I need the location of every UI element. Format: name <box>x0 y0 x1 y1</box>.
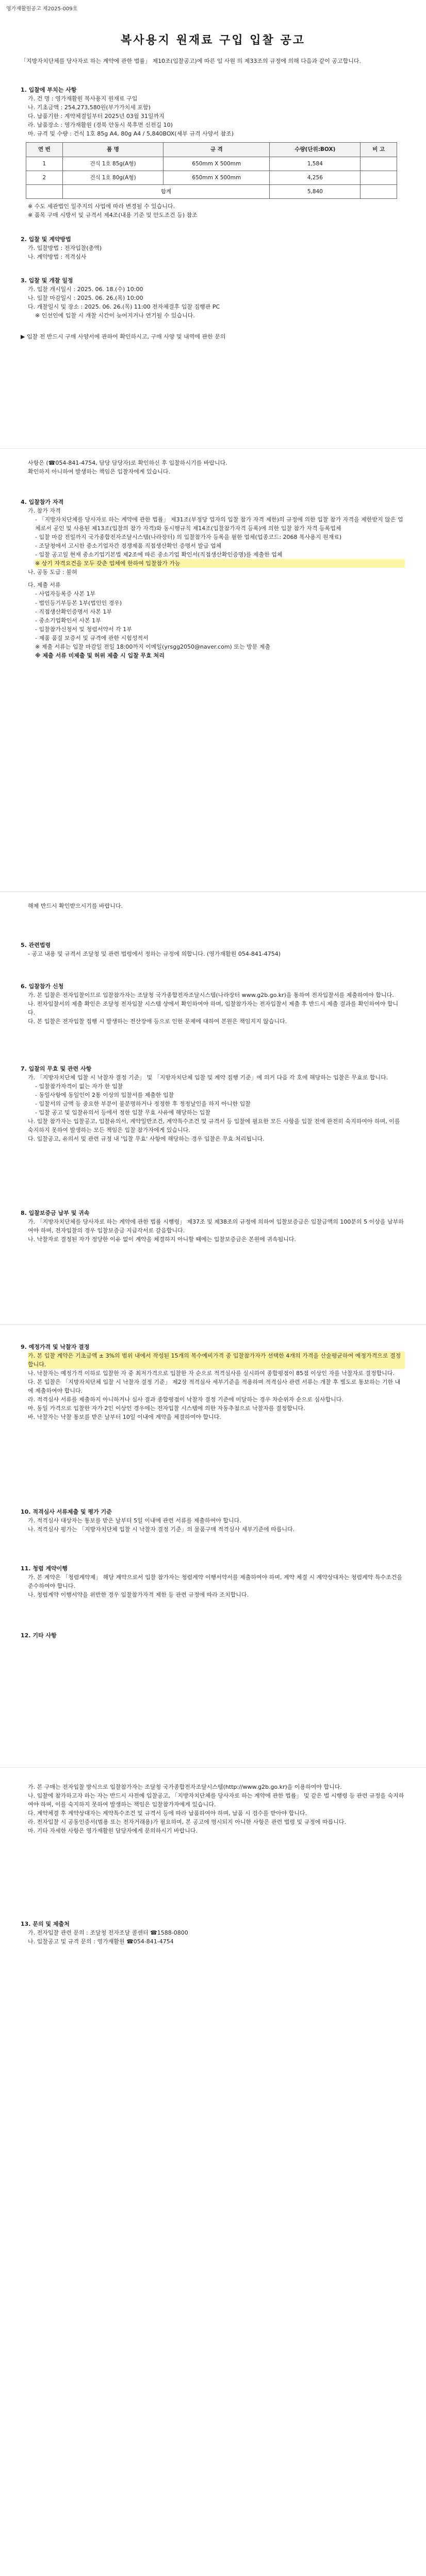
section-line: 가. 적격심사 대상자는 통보를 받은 날부터 5일 이내에 관련 서류를 제출하여야 합니다. <box>28 1517 241 1524</box>
section-line: - 입찰 마감 전일까지 국가종합전자조달시스템(나라장터) 의 입찰참가자 등록을 필한 업체(업종코드: 2068 복사용지 원재료) <box>35 534 342 541</box>
table-header: 품 명 <box>62 143 163 157</box>
section-12 <box>21 1628 405 1640</box>
section-5 <box>21 938 405 958</box>
section-13 <box>21 1917 405 1946</box>
table-cell <box>361 185 397 199</box>
section-line: 라. 적격심사 서류를 제출하지 아니하거나 심사 결과 종합평점이 낙찰자 결정 기준에 미달하는 경우 차순위자 순으로 심사합니다. <box>28 1396 343 1403</box>
section-note: ※ 인선인에 입찰 시 개찰 시간이 늦어지거나 연기될 수 있습니다. <box>35 312 195 319</box>
table-row <box>26 157 397 171</box>
section-heading: 2. 입찰 및 계약방법 <box>21 236 71 243</box>
section-line: 다. 입찰공고, 유의서 및 관련 규정 내 '입찰 무효' 사항에 해당하는 경우 입찰은 무효 처리됩니다. <box>28 1136 265 1143</box>
section-line: 마. 규격 및 수량 : 건식 1호 85g A4, 80g A4 / 5,840BOX(세부 규격 사양서 참조) <box>28 130 234 138</box>
section-line: 가. 본 입찰은 전자입찰이므로 입찰참가자는 조달청 국가종합전자조달시스템(나라장터 www.g2b.go.kr)을 통하여 전자입찰서를 제출하여야 합니다. <box>28 992 394 999</box>
section-line: 나. 기초금액 : 254,273,580원(부가가치세 포함) <box>28 104 151 111</box>
section-heading: 5. 관련법령 <box>21 942 51 948</box>
section-heading: 12. 기타 사항 <box>21 1632 57 1639</box>
section-heading: 6. 입찰참가 신청 <box>21 983 64 990</box>
table-cell: 2 <box>26 171 63 184</box>
section-line: 나. 공동 도급 : 불허 <box>28 569 77 576</box>
section-heading: 7. 입찰의 무효 및 관련 사항 <box>21 1065 92 1072</box>
section-line: 나. 적격심사 평가는 「지방자치단체 입찰 시 낙찰자 결정 기준」의 물품구매 적격심사 세부기준에 따릅니다. <box>28 1526 295 1533</box>
section-9 <box>21 1340 405 1421</box>
section-4-continued <box>21 902 405 910</box>
section-line: 해제 반드시 확인받으시기를 바랍니다. <box>28 903 123 909</box>
spec-table <box>26 142 397 199</box>
section-line: 나. 낙찰자로 결정된 자가 정당한 이유 없이 계약을 체결하지 아니할 때에는 입찰보증금은 본원에 귀속됩니다. <box>28 1236 296 1243</box>
section-line: - 입찰 공고 및 입찰유의서 등에서 정한 입찰 무효 사유에 해당하는 입찰 <box>35 1109 210 1116</box>
section-line: 라. 납품장소 : 영가재활원 (경북 안동시 북후면 신전길 10) <box>28 122 173 129</box>
section-6 <box>21 979 405 1026</box>
section-4 <box>21 495 405 660</box>
section-line: - 법인등기부등본 1부(법인인 경우) <box>35 599 122 606</box>
section-heading: 3. 입찰 및 개찰 일정 <box>21 277 73 284</box>
section-note: ※ 수도 세관법인 일주지의 사업에 따라 변경될 수 있습니다. <box>28 203 175 210</box>
section-line: 라. 전자입찰 시 공동인증서(범용 또는 전자거래용)가 필요하며, 본 공고에 명시되지 아니한 사항은 관련 법령 및 규정에 따릅니다. <box>28 1819 346 1826</box>
section-line: 가. 입찰 개시일시 : 2025. 06. 18.(수) 10:00 <box>28 286 143 293</box>
section-1 <box>21 82 405 219</box>
table-cell: 1 <box>26 157 63 171</box>
sub-heading: 다. 제출 서류 <box>28 582 61 589</box>
section-note: ※ 제출 서류 미제출 및 허위 제출 시 입찰 무효 처리 <box>35 652 165 659</box>
page-divider <box>0 1767 426 1768</box>
section-line: 나. 입찰 마감일시 : 2025. 06. 26.(목) 10:00 <box>28 295 143 302</box>
section-line: 확인하지 아니하여 발생하는 책임은 입찰자에게 있습니다. <box>28 468 171 476</box>
section-heading: 10. 적격심사 서류제출 및 평가 기준 <box>21 1509 112 1515</box>
section-line: 가. 「지방자치단체 입찰 시 낙찰자 결정 기준」 및 「지방자치단체 입찰 및 계약 집행 기준」에 의거 다음 각 호에 해당하는 입찰은 무효로 합니다. <box>28 1074 388 1081</box>
section-line: 바. 낙찰자는 낙찰 통보를 받은 날부터 10일 이내에 계약을 체결하여야 합니다. <box>28 1414 221 1421</box>
section-line: 가. 본 계약은 「청렴계약제」 해당 계약으로서 입찰 참가자는 청렴계약 이행서약서를 제출하여야 하며, 계약 체결 시 계약상대자는 청렴계약 특수조건을 준수하여야 합니다. <box>28 1574 402 1590</box>
section-line: - 동일사항에 동일인이 2통 이상의 입찰서를 제출한 입찰 <box>35 1092 174 1099</box>
section-line: - 사업자등록증 사본 1부 <box>35 590 96 598</box>
section-10 <box>21 1504 405 1534</box>
section-line: 나. 입찰에 참가하고자 하는 자는 반드시 사전에 입찰공고, 「지방자치단체를 당사자로 하는 계약에 관한 법률」 및 같은 법 시행령 등 관련 규정을 숙지하여야 하며, 이를 숙지하지 못하여 발생하는 책임은 입찰참가자에게 있습니다. <box>28 1792 404 1808</box>
section-heading: 8. 입찰보증금 납부 및 귀속 <box>21 1210 90 1216</box>
page-divider <box>0 891 426 892</box>
table-cell <box>361 171 397 184</box>
section-heading: 11. 청렴 계약이행 <box>21 1565 68 1572</box>
table-header: 연 번 <box>26 143 63 157</box>
table-header-row <box>26 143 397 157</box>
section-line: 가. 입찰방법 : 전자입찰(총액) <box>28 245 102 252</box>
section-heading: 4. 입찰참가 자격 <box>21 499 64 505</box>
table-cell: 합계 <box>62 185 270 199</box>
section-line: 사항은 (☎054-841-4754, 담당 담당자)로 확인하신 후 입찰하시기를 바랍니다. <box>28 460 227 466</box>
section-12-continued <box>21 1783 405 1835</box>
table-cell: 650mm X 500mm <box>163 171 270 184</box>
section-line: 나. 청렴계약 이행서약을 위반한 경우 입찰참가자격 제한 등 관련 규정에 따라 조치합니다. <box>28 1591 249 1599</box>
table-cell: 건식 1호 85g(A형) <box>62 157 163 171</box>
section-heading: 9. 예정가격 및 낙찰자 결정 <box>21 1344 90 1350</box>
table-cell <box>361 157 397 171</box>
section-line: - 제품 품질 보증서 및 규격에 관한 시험성적서 <box>35 634 149 641</box>
section-line: - 입찰서의 금액 등 중요한 부분이 불분명하거나 정정한 후 정정날인을 하지 아니한 입찰 <box>35 1100 251 1108</box>
section-line: 나. 입찰 참가자는 입찰공고, 입찰유의서, 계약일반조건, 계약특수조건 및 규격서 등 입찰에 필요한 모든 사항을 입찰 전에 완전히 숙지하여야 하며, 이를 숙지하지 못하여 발생하는 모든 책임은 입찰 참가자에게 있습니다. <box>28 1118 400 1134</box>
page-divider <box>0 1324 426 1325</box>
section-line: 다. 본 입찰은 전자입찰 집행 시 발생하는 전산장애 등으로 인한 문제에 대하여 본원은 책임지지 않습니다. <box>28 1018 287 1025</box>
section-line: - 공고 내용 및 규격서 조달청 및 관련 법령에서 정하는 규정에 의합니다. (영가재활원 054-841-4754) <box>28 951 281 958</box>
section-line: 나. 입찰공고 및 규격 문의 : 영가재활원 ☎054-841-4754 <box>28 1938 174 1945</box>
section-3-continued <box>21 459 405 476</box>
section-8 <box>21 1206 405 1244</box>
section-3 <box>21 273 405 341</box>
section-line: 나. 전자입찰서의 제출 확인은 조달청 전자입찰 시스템 상에서 확인하여야 하며, 입찰참가자는 전자입찰서 제출 후 반드시 제출 결과를 확인하여야 합니다. <box>28 1001 399 1016</box>
section-note: ※ 품목 구매 시방서 및 규격서 제4조(내용 기준 및 안도조건 등) 참조 <box>28 212 198 219</box>
table-row <box>26 171 397 184</box>
section-note: ※ 제출 서류는 입찰 마감일 전일 18:00까지 이메일(yrsgg2050@naver.com) 또는 방문 제출 <box>35 643 271 650</box>
section-heading: 1. 입찰에 부치는 사항 <box>21 87 77 93</box>
page-title: 복사용지 원재료 구입 입찰 공고 <box>121 34 305 47</box>
table-cell: 1,584 <box>270 157 361 171</box>
section-line: - 조달청에서 고시한 중소기업자간 경쟁제품 직접생산확인 증명서 발급 업체 <box>35 543 222 550</box>
highlight-notice: ▶ 입찰 전 반드시 구매 사양서에 관하여 확인하시고, 구매 사양 및 내역에 관한 문의 <box>21 333 226 341</box>
section-line: - 중소기업확인서 사본 1부 <box>35 617 101 624</box>
highlighted-line: ※ 상기 자격요건을 모두 갖춘 업체에 한하여 입찰참가 가능 <box>35 559 405 568</box>
section-line: 나. 낙찰자는 예정가격 이하로 입찰한 자 중 최저가격으로 입찰한 자 순으로 적격심사를 실시하여 종합평점이 85점 이상인 자를 낙찰자로 결정합니다. <box>28 1370 395 1377</box>
section-line: 나. 계약방법 : 적격심사 <box>28 253 87 261</box>
section-line: - 입찰참가신청서 및 청렴서약서 각 1부 <box>35 625 132 633</box>
table-total-row <box>26 185 397 199</box>
table-cell: 650mm X 500mm <box>163 157 270 171</box>
table-cell: 4,256 <box>270 171 361 184</box>
section-7 <box>21 1061 405 1143</box>
table-header: 규 격 <box>163 143 270 157</box>
section-line: 다. 개찰일시 및 장소 : 2025. 06. 26.(목) 11:00 전자체결후 입찰 집행관 PC <box>28 303 220 311</box>
table-cell: 5,840 <box>270 185 361 199</box>
notice-number: 영가재활원공고 제2025-009호 <box>6 6 78 12</box>
highlighted-line: 가. 본 입찰 계약은 기초금액 ± 3%의 범위 내에서 작성된 15개의 복수예비가격 중 입찰참가자가 선택한 4개의 가격을 산술평균하여 예정가격으로 결정합니다. <box>28 1351 405 1369</box>
section-line: 가. 참가 자격 <box>28 507 61 515</box>
table-header: 수량(단위:BOX) <box>270 143 361 157</box>
section-line: 마. 기타 자세한 사항은 영가재활원 담당자에게 문의하시기 바랍니다. <box>28 1827 198 1835</box>
intro-paragraph: 「지방자치단체를 당사자로 하는 계약에 관한 법률」 제10조(입찰공고)에 따른 입 사원 의 제33조의 규정에 의해 다음과 같이 공고합니다. <box>21 58 361 64</box>
section-line: 마. 동일 가격으로 입찰한 자가 2인 이상인 경우에는 전자입찰 시스템에 의한 자동추첨으로 낙찰자를 결정합니다. <box>28 1405 305 1412</box>
section-line: 가. 전자입찰 관련 문의 : 조달청 전자조달 콜센터 ☎1588-0800 <box>28 1929 188 1937</box>
section-line: - 입찰참가자격이 없는 자가 한 입찰 <box>35 1083 123 1090</box>
section-line: - 직접생산확인증명서 사본 1부 <box>35 608 112 615</box>
section-2 <box>21 232 405 261</box>
section-heading: 13. 문의 및 제출처 <box>21 1921 70 1927</box>
section-line: 가. 본 구매는 전자입찰 방식으로 입찰참가자는 조달청 국가종합전자조달시스템(http://www.g2b.go.kr)을 이용하여야 합니다. <box>28 1784 342 1790</box>
page-divider <box>0 448 426 449</box>
table-cell: 건식 1호 80g(A형) <box>62 171 163 184</box>
section-line: 다. 납품기한 : 계약체결일부터 2025년 03월 31일까지 <box>28 113 165 120</box>
section-11 <box>21 1561 405 1599</box>
section-line: - 입찰 공고일 현재 중소기업기본법 제2조에 따른 중소기업 확인서(직접생산확인증명)를 제출한 업체 <box>35 551 283 558</box>
section-line: 가. 건 명 : 영가재활원 복사용지 원재료 구입 <box>28 95 138 103</box>
section-line: - 「지방자치단체를 당사자로 하는 계약에 관한 법률」 제31조(부정당 업자의 입찰 참가 자격 제한)의 규정에 의한 입찰 참가 자격을 제한받지 않은 업체로서 공인 및 사용된 제13조(입찰의 참가 자격)와 동시행규칙 제14조(입찰참가자격 등록)에 의한 입찰 참가 자격 등록업체 <box>35 516 403 532</box>
section-line: 다. 본 입찰은 「지방자치단체 입찰 시 낙찰자 결정 기준」 제2장 적격심사 세부기준을 적용하며 적격심사 관련 서류는 개찰 후 별도로 통보하는 기한 내에 제출하여야 합니다. <box>28 1379 401 1395</box>
table-header: 비 고 <box>361 143 397 157</box>
section-line: 다. 계약체결 후 계약상대자는 계약특수조건 및 규격서 등에 따라 납품하여야 하며, 납품 시 검수를 받아야 합니다. <box>28 1810 307 1817</box>
section-line: 가. 「지방자치단체를 당사자로 하는 계약에 관한 법률 시행령」 제37조 및 제38조의 규정에 의하여 입찰보증금은 입찰금액의 100분의 5 이상을 납부하여야 하며, 전자입찰의 경우 입찰보증금 지급각서로 갈음합니다. <box>28 1218 404 1234</box>
table-cell <box>26 185 63 199</box>
